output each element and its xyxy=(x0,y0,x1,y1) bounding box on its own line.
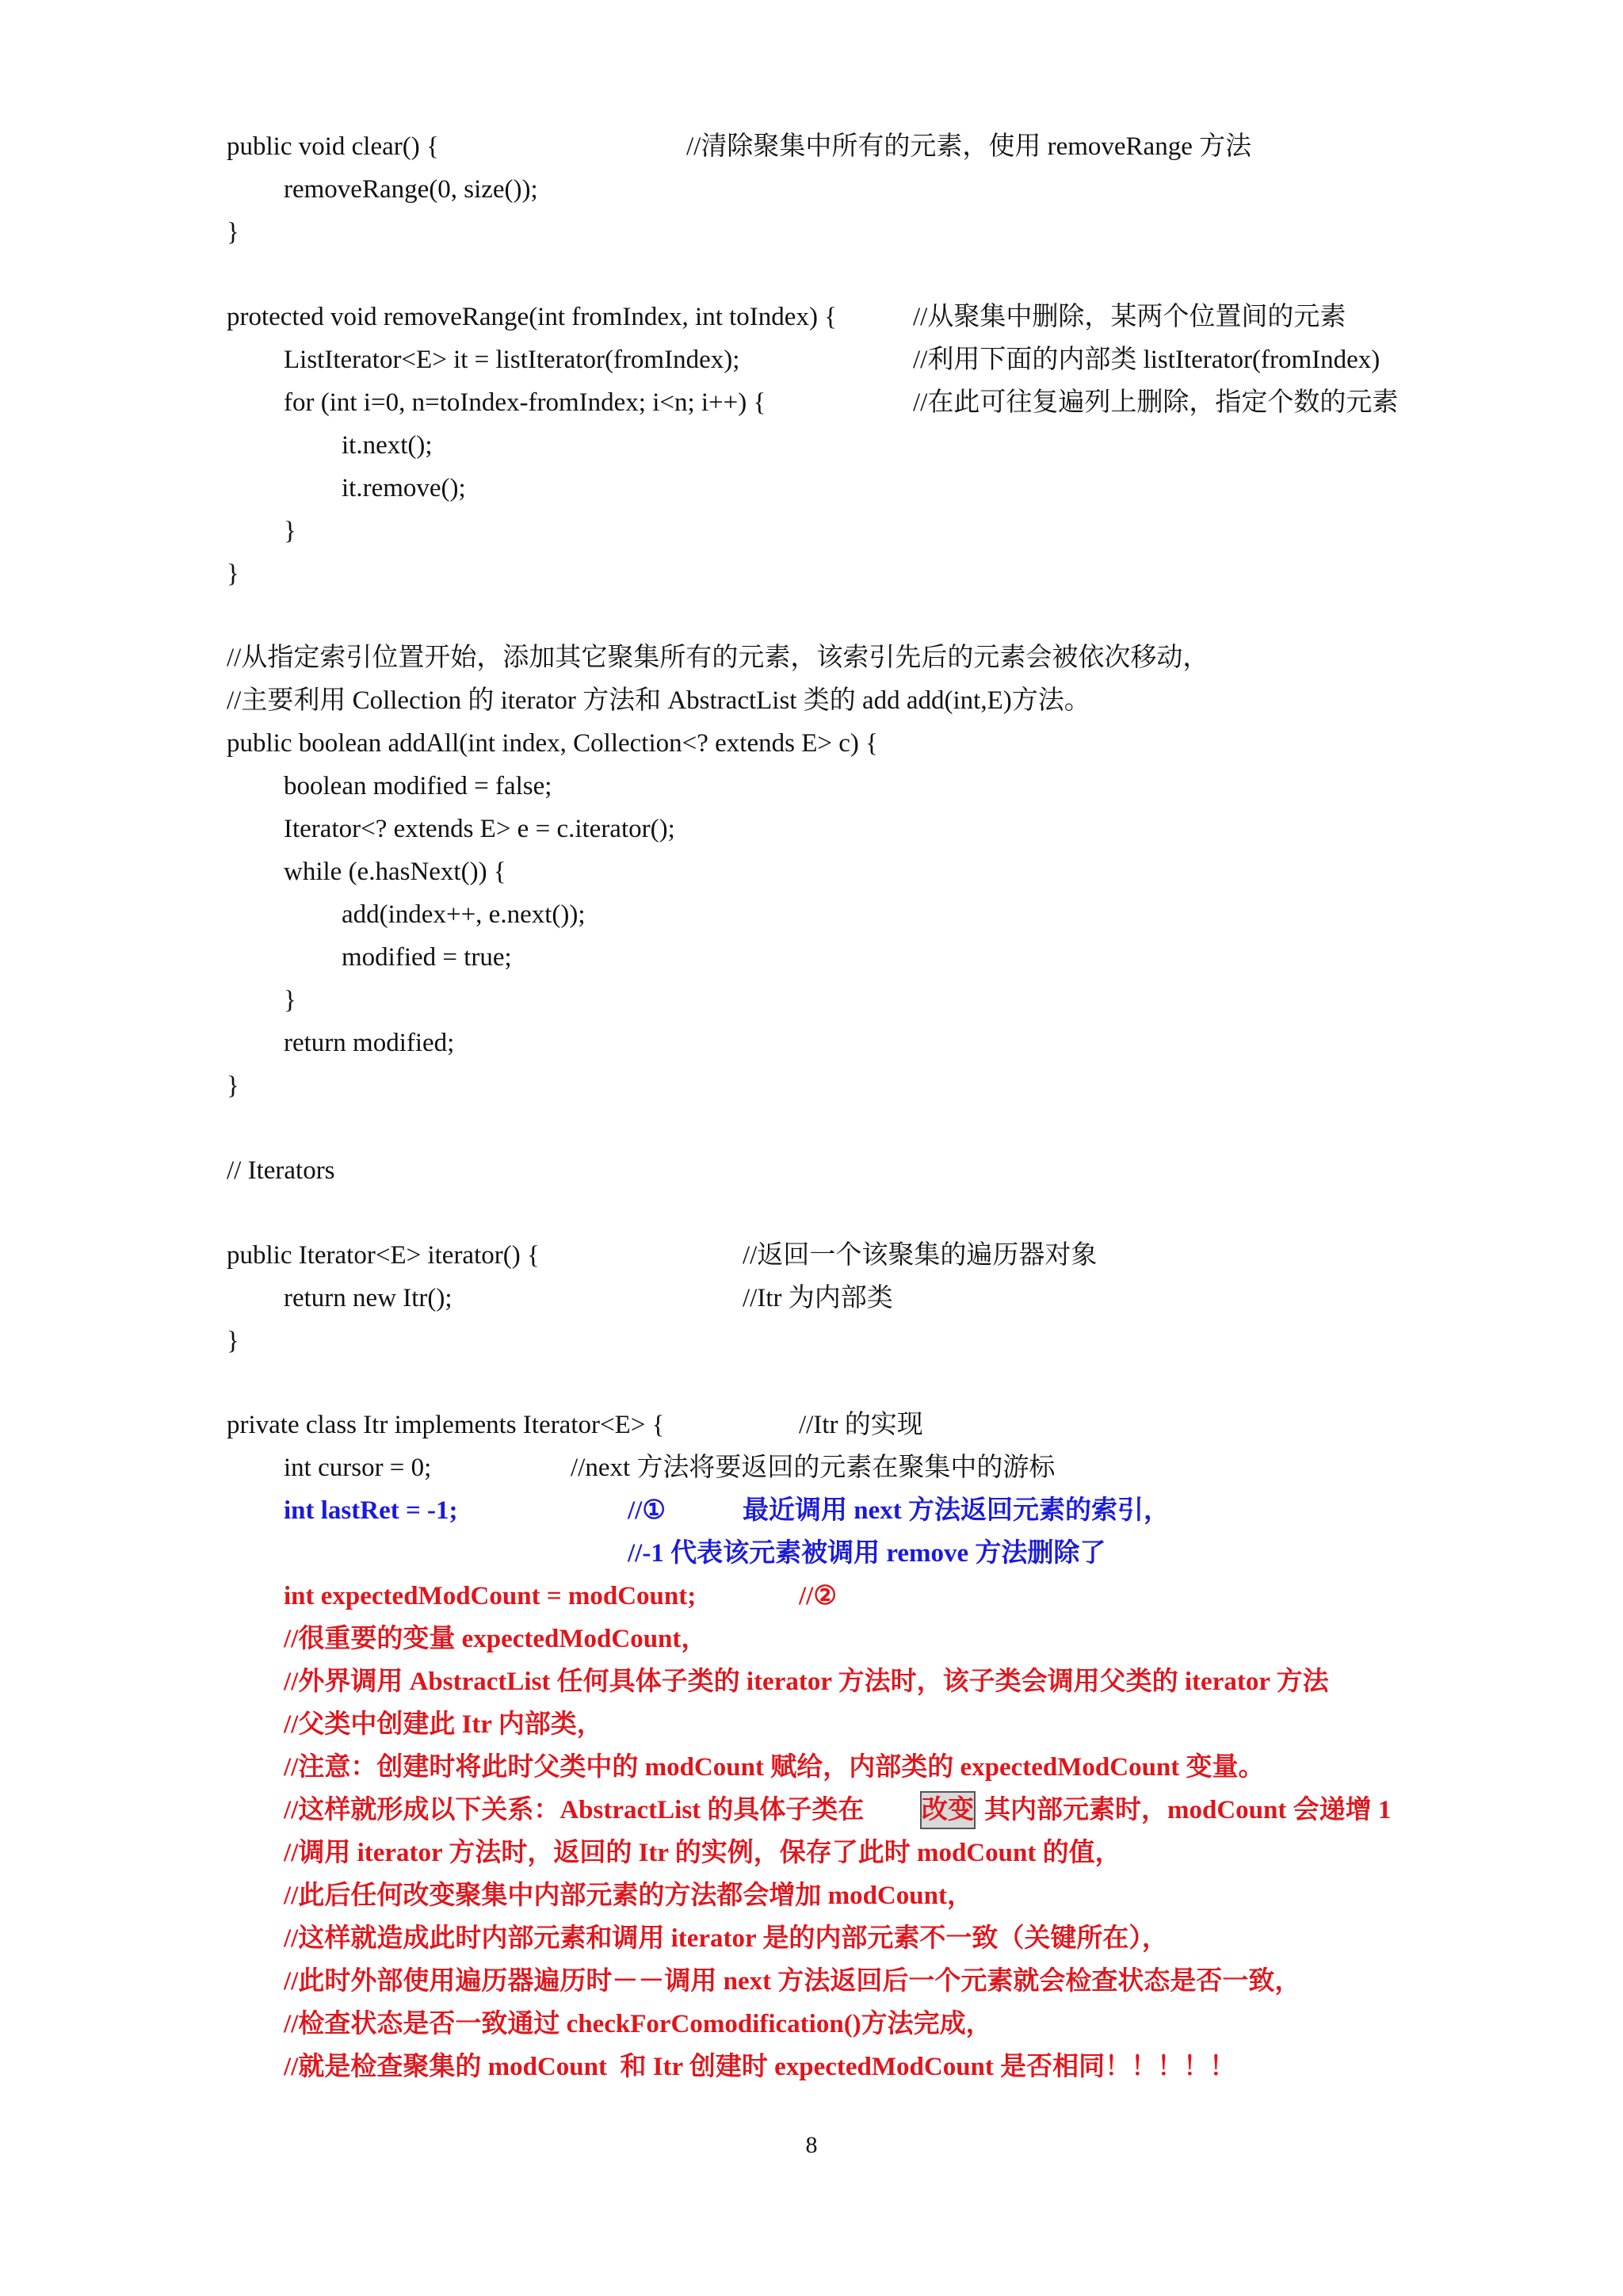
code-line xyxy=(0,1878,1623,1926)
code-text: public Iterator<E> iterator() { xyxy=(227,1241,540,1270)
code-comment: //调用 iterator 方法时，返回的 Itr 的实例，保存了此时 modCount 的值， xyxy=(284,1839,1121,1867)
code-comment: //Itr 的实现 xyxy=(799,1411,923,1439)
code-comment: 最近调用 next 方法返回元素的索引， xyxy=(743,1496,1170,1525)
code-line xyxy=(0,1622,1623,1669)
code-line xyxy=(0,1450,1623,1498)
code-line xyxy=(0,385,1623,433)
code-text: } xyxy=(284,517,296,545)
code-line xyxy=(0,1536,1623,1584)
code-text: Iterator<? extends E> e = c.iterator(); xyxy=(284,815,675,843)
code-comment: //很重要的变量 expectedModCount， xyxy=(284,1625,708,1653)
code-comment: //返回一个该聚集的遍历器对象 xyxy=(743,1241,1098,1270)
code-text: public void clear() { xyxy=(227,132,439,161)
code-line xyxy=(0,1664,1623,1712)
code-comment: //① xyxy=(628,1496,666,1525)
code-line xyxy=(0,1408,1623,1455)
code-text: } xyxy=(227,1072,239,1100)
code-comment: //主要利用 Collection 的 iterator 方法和 AbstractList 类的 add add(int,E)方法。 xyxy=(227,686,1090,715)
code-line xyxy=(0,2050,1623,2097)
code-line xyxy=(0,1281,1623,1328)
code-line xyxy=(0,1793,1623,1840)
code-line xyxy=(0,1921,1623,1969)
code-comment: //清除聚集中所有的元素，使用 removeRange 方法 xyxy=(686,132,1252,161)
code-text: public boolean addAll(int index, Collection<? extends E> c) { xyxy=(227,729,878,758)
code-line xyxy=(0,1324,1623,1371)
code-line xyxy=(0,1026,1623,1073)
code-comment: // Iterators xyxy=(227,1156,335,1185)
code-line xyxy=(0,514,1623,561)
highlighted-text: 改变 xyxy=(922,1793,974,1828)
code-line xyxy=(0,300,1623,347)
code-line xyxy=(0,215,1623,262)
code-comment: //就是检查聚集的 modCount 和 Itr 创建时 expectedModCount 是否相同！！！！！ xyxy=(284,2053,1236,2081)
code-line xyxy=(0,854,1623,902)
code-line xyxy=(0,640,1623,688)
code-text: } xyxy=(284,986,296,1014)
code-line xyxy=(0,683,1623,731)
code-comment: //从指定索引位置开始，添加其它聚集所有的元素，该索引先后的元素会被依次移动， xyxy=(227,644,1209,672)
code-comment: //这样就形成以下关系：AbstractList 的具体子类在 xyxy=(284,1796,865,1824)
code-comment: //外界调用 AbstractList 任何具体子类的 iterator 方法时，该子类会调用父类的 iterator 方法 xyxy=(284,1668,1329,1696)
code-line xyxy=(0,428,1623,476)
code-comment: //检查状态是否一致通过 checkForComodification()方法完成， xyxy=(284,2010,992,2038)
code-line xyxy=(0,897,1623,945)
code-line xyxy=(0,726,1623,774)
code-text: } xyxy=(227,560,239,588)
code-comment: //利用下面的内部类 listIterator(fromIndex) xyxy=(913,346,1381,374)
code-text: } xyxy=(227,218,239,246)
page-number: 8 xyxy=(805,2132,818,2158)
code-comment: //注意：创建时将此时父类中的 modCount 赋给，内部类的 expectedModCount 变量。 xyxy=(284,1753,1265,1782)
code-text: removeRange(0, size()); xyxy=(284,175,538,204)
code-line xyxy=(0,1964,1623,2011)
code-text: it.remove(); xyxy=(342,474,466,502)
code-text: int cursor = 0; xyxy=(284,1454,432,1482)
code-text: return modified; xyxy=(284,1029,455,1057)
code-comment: //父类中创建此 Itr 内部类， xyxy=(284,1710,603,1739)
code-text: for (int i=0, n=toIndex-fromIndex; i<n; i++) { xyxy=(284,388,766,417)
code-text: add(index++, e.next()); xyxy=(342,900,586,929)
code-text: while (e.hasNext()) { xyxy=(284,858,506,886)
code-comment: //next 方法将要返回的元素在聚集中的游标 xyxy=(571,1454,1056,1482)
code-line xyxy=(0,1238,1623,1286)
code-line xyxy=(0,1750,1623,1797)
code-line xyxy=(0,342,1623,390)
code-comment: //从聚集中删除，某两个位置间的元素 xyxy=(913,303,1346,331)
code-text: ListIterator<E> it = listIterator(fromIndex); xyxy=(284,346,740,374)
code-line xyxy=(0,1493,1623,1541)
code-line xyxy=(0,1707,1623,1755)
code-comment: //这样就造成此时内部元素和调用 iterator 是的内部元素不一致（关键所在）， xyxy=(284,1924,1168,1953)
code-comment: //此后任何改变聚集中内部元素的方法都会增加 modCount， xyxy=(284,1881,973,1910)
code-comment: //Itr 为内部类 xyxy=(743,1284,893,1312)
code-line xyxy=(0,1579,1623,1626)
code-line xyxy=(0,556,1623,604)
code-line xyxy=(0,471,1623,518)
code-comment: 其内部元素时，modCount 会递增 1 xyxy=(984,1796,1392,1824)
code-text: int expectedModCount = modCount; xyxy=(284,1582,697,1610)
code-line xyxy=(0,812,1623,859)
code-line xyxy=(0,129,1623,177)
code-comment: //-1 代表该元素被调用 remove 方法删除了 xyxy=(628,1539,1106,1568)
code-text: } xyxy=(227,1327,239,1355)
code-line xyxy=(0,940,1623,988)
code-comment: //此时外部使用遍历器遍历时－－调用 next 方法返回后一个元素就会检查状态是否一致， xyxy=(284,1967,1301,1996)
code-line xyxy=(0,1153,1623,1201)
code-line xyxy=(0,1836,1623,1883)
code-text: int lastRet = -1; xyxy=(284,1496,458,1525)
code-line xyxy=(0,172,1623,220)
code-line xyxy=(0,1068,1623,1116)
code-text: return new Itr(); xyxy=(284,1284,453,1312)
code-text: private class Itr implements Iterator<E> { xyxy=(227,1411,665,1439)
code-comment: //② xyxy=(799,1582,837,1610)
code-text: protected void removeRange(int fromIndex, int toIndex) { xyxy=(227,303,838,331)
code-line xyxy=(0,2007,1623,2054)
code-comment: //在此可往复遍列上删除，指定个数的元素 xyxy=(913,388,1399,417)
code-text: boolean modified = false; xyxy=(284,772,552,800)
code-line xyxy=(0,769,1623,816)
code-line xyxy=(0,983,1623,1030)
code-text: modified = true; xyxy=(342,943,512,972)
code-text: it.next(); xyxy=(342,431,433,460)
